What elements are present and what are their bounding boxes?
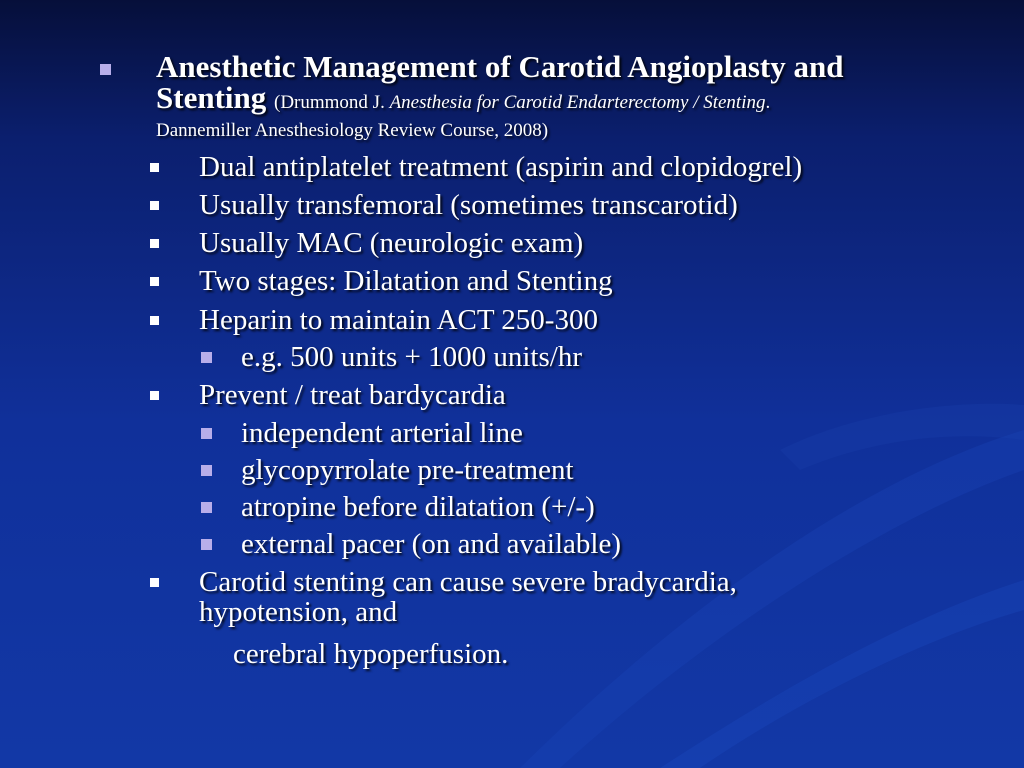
square-bullet-icon <box>150 578 159 587</box>
list-item-continuation-indented: cerebral hypoperfusion. <box>233 638 509 670</box>
square-bullet-icon <box>150 316 159 325</box>
list-item: Usually MAC (neurologic exam) <box>199 227 584 259</box>
square-bullet-icon <box>150 163 159 172</box>
list-item-continuation: hypotension, and <box>199 596 398 628</box>
list-item: Two stages: Dilatation and Stenting <box>199 265 613 297</box>
sub-bullet-icon <box>201 539 212 550</box>
sub-list-item: e.g. 500 units + 1000 units/hr <box>241 341 582 373</box>
citation-title: Anesthesia for Carotid Endarterectomy / Stenting <box>389 92 766 113</box>
sub-bullet-icon <box>201 502 212 513</box>
title-bullet-icon <box>100 64 111 75</box>
square-bullet-icon <box>150 391 159 400</box>
list-item: Usually transfemoral (sometimes transcarotid) <box>199 189 738 221</box>
citation-prefix: (Drummond J. <box>274 92 390 113</box>
sub-list-item: independent arterial line <box>241 417 523 449</box>
sub-bullet-icon <box>201 352 212 363</box>
list-item: Prevent / treat bardycardia <box>199 379 506 411</box>
list-item: Carotid stenting can cause severe bradycardia, <box>199 566 737 598</box>
sub-bullet-icon <box>201 428 212 439</box>
sub-list-item: glycopyrrolate pre-treatment <box>241 454 574 486</box>
citation-dot: . <box>765 92 771 113</box>
square-bullet-icon <box>150 201 159 210</box>
square-bullet-icon <box>150 239 159 248</box>
sub-list-item: external pacer (on and available) <box>241 528 622 560</box>
sub-bullet-icon <box>201 465 212 476</box>
list-item: Heparin to maintain ACT 250-300 <box>199 304 598 336</box>
square-bullet-icon <box>150 277 159 286</box>
sub-list-item: atropine before dilatation (+/-) <box>241 491 595 523</box>
list-item: Dual antiplatelet treatment (aspirin and clopidogrel) <box>199 151 803 183</box>
title-text: Anesthetic Management of Carotid Angioplasty and Stenting <box>156 49 844 115</box>
slide-title <box>156 51 956 118</box>
citation-line2: Dannemiller Anesthesiology Review Course, 2008) <box>156 120 549 141</box>
